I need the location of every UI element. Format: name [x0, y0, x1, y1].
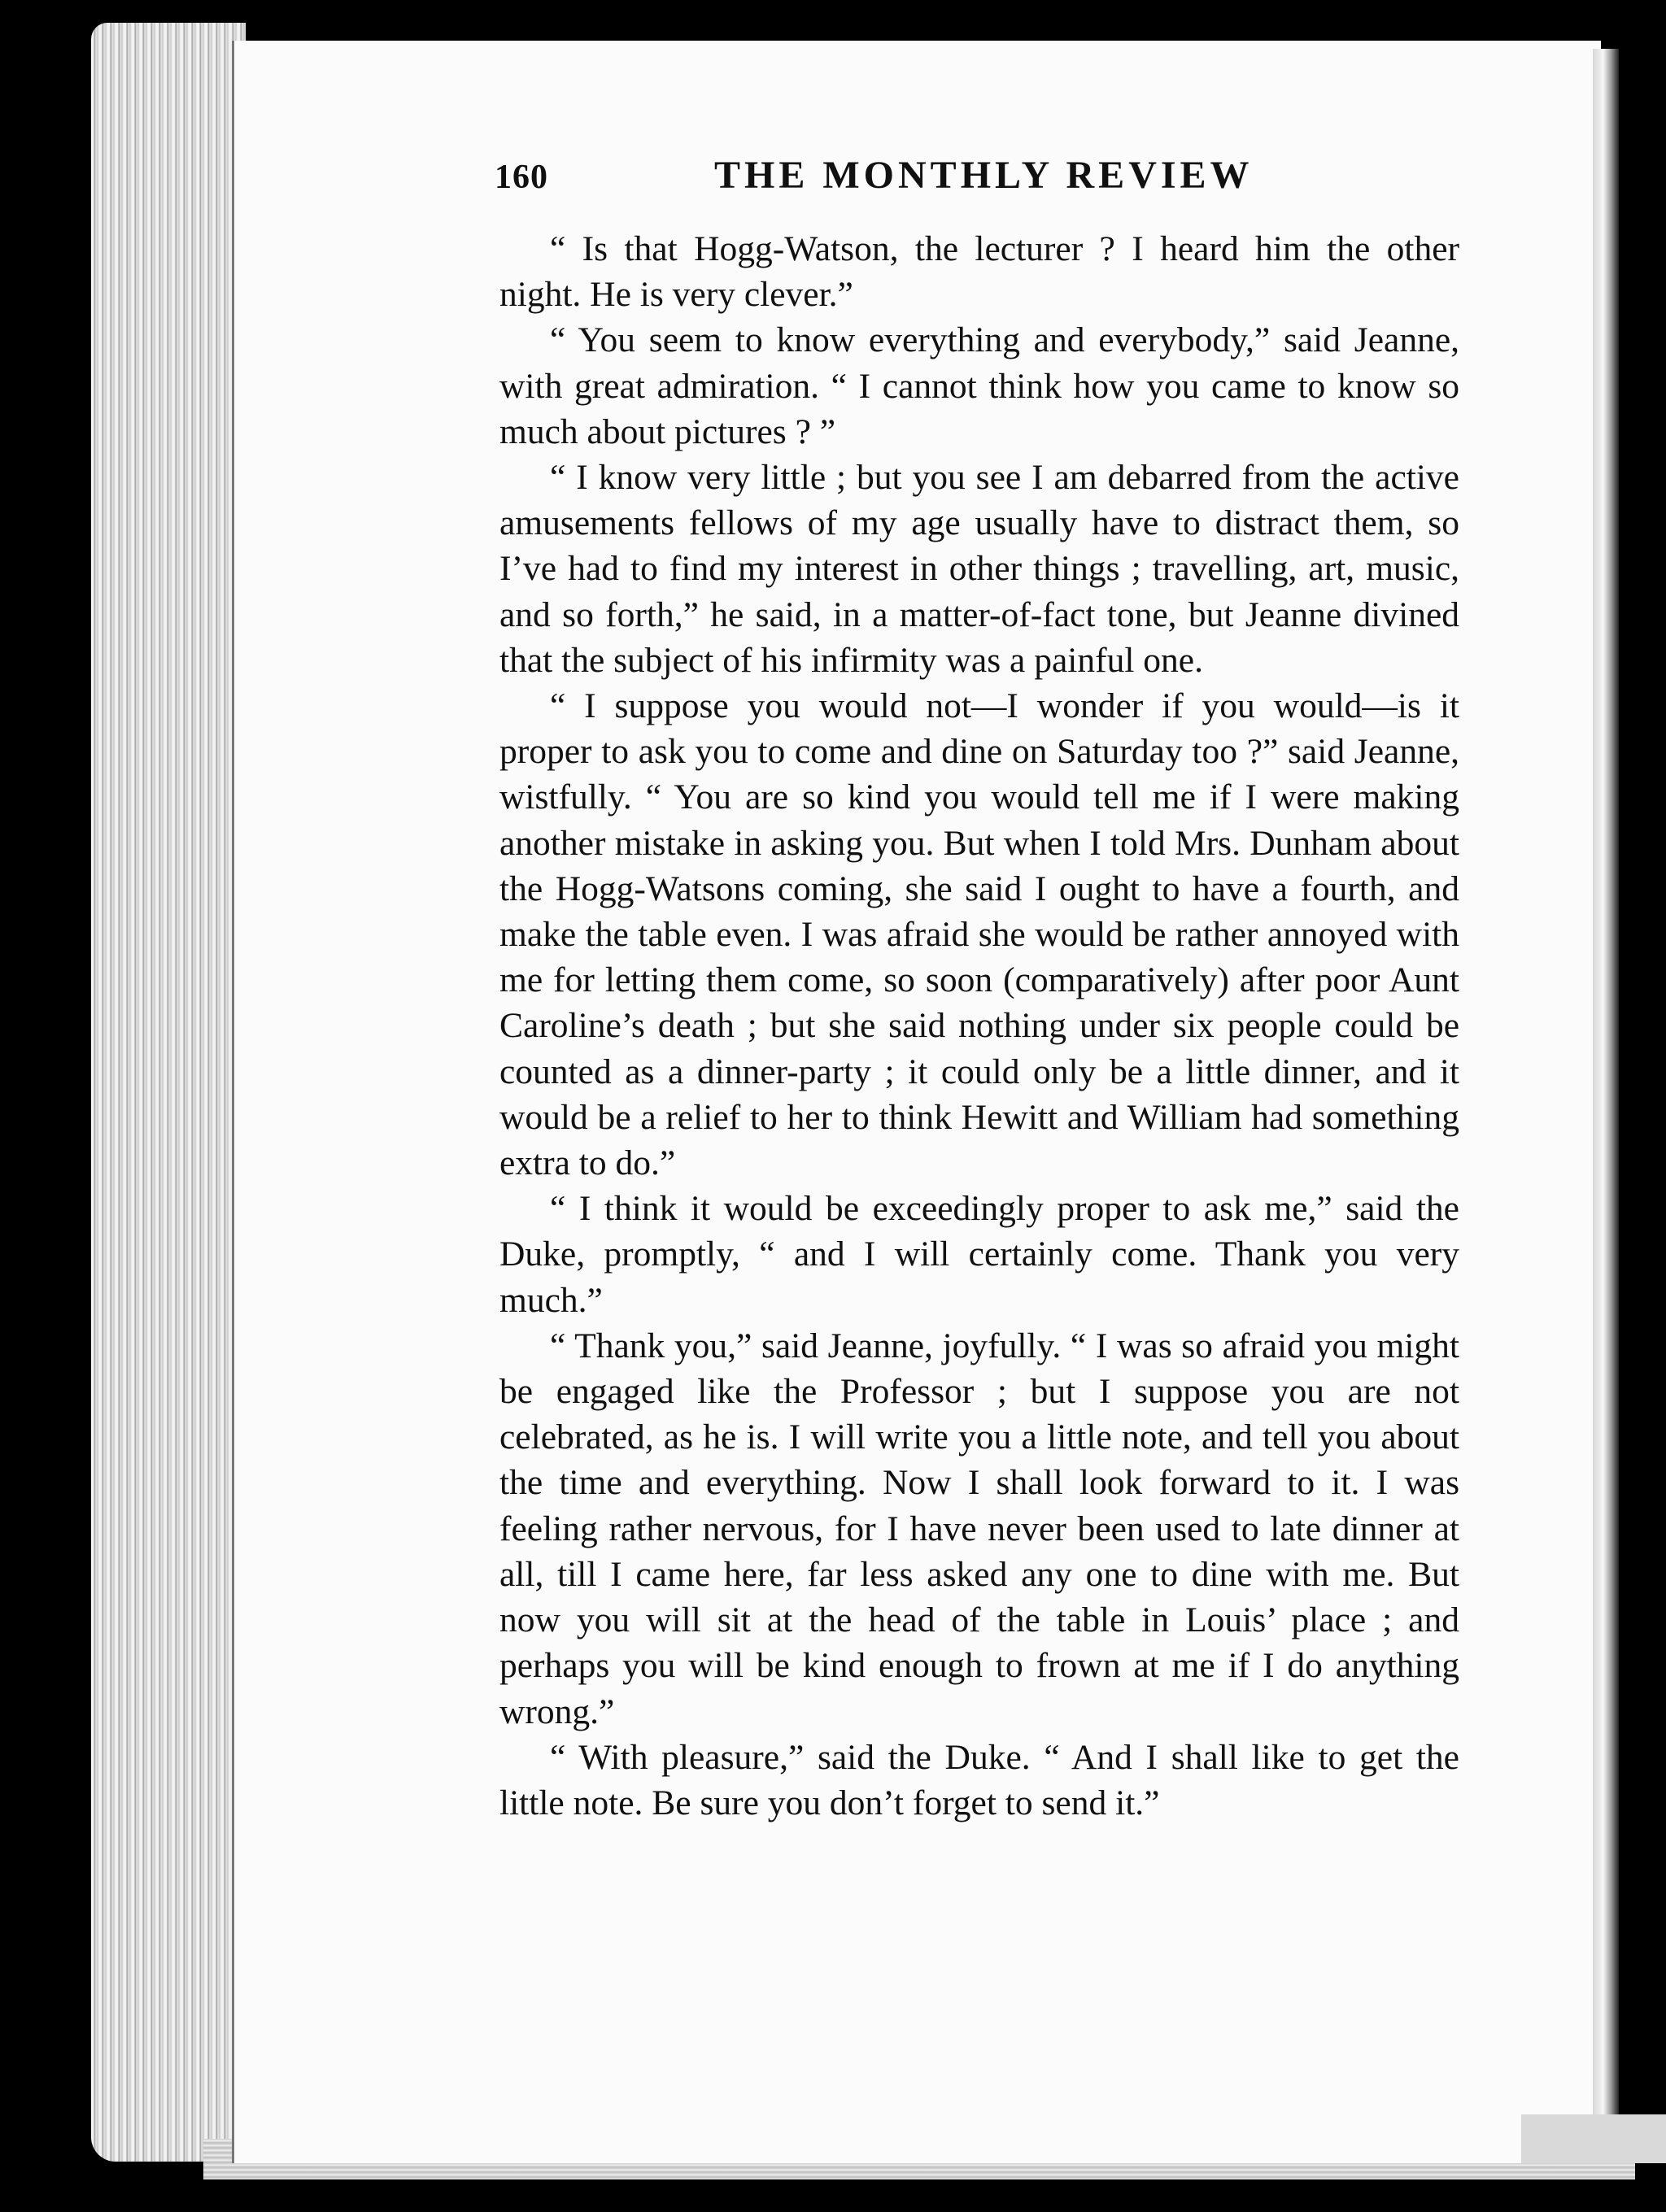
paragraph: “ I know very little ; but you see I am debarred from the active amusements fellows of my age usually have to distract them, so I’ve had to find my interest in other things ; travelling, art, music, and so forth,” he said, in a matter-of-fact tone, but Jeanne divined that the subject of his infirmity was a painful one.	[499, 458, 1459, 680]
paragraph: “ With pleasure,” said the Duke. “ And I shall like to get the little note. Be sure you don’t forget to send it.”	[499, 1737, 1459, 1822]
page-number: 160	[495, 159, 548, 196]
paragraph: “ I think it would be exceedingly proper to ask me,” said the Duke, promptly, “ and I will certainly come. Thank you very much.”	[499, 1189, 1459, 1320]
book-page-edges	[91, 23, 246, 2162]
book-corner	[1521, 2114, 1666, 2163]
book-gutter-shadow	[1593, 49, 1619, 2163]
paragraph: “ I suppose you would not—I wonder if you would—is it proper to ask you to come and dine on Saturday too ?” said Jeanne, wistfully. “ You are so kind you would tell me if I were making another mistake in asking you. But when I told Mrs. Dunham about the Hogg-Watsons coming, she said I ought to have a fourth, and make the table even. I was afraid she would be rather annoyed with me for letting them come, so soon (comparatively) after poor Aunt Caroline’s death ; but she said nothing under six people could be counted as a dinner-party ; it could only be a little dinner, and it would be a relief to her to think Hewitt and William had something extra to do.”	[499, 686, 1459, 1183]
paragraph: “ Thank you,” said Jeanne, joyfully. “ I was so afraid you might be engaged like the Professor ; but I suppose you are not celebrated, as he is. I will write you a little note, and tell you about the time and everything. Now I shall look forward to it. I was feeling rather nervous, for I have never been used to late dinner at all, till I came here, far less asked any one to dine with me. But now you will sit at the head of the table in Louis’ place ; and perhaps you will be kind enough to frown at me if I do anything wrong.”	[499, 1326, 1459, 1731]
running-head: THE MONTHLY REVIEW	[714, 154, 1254, 197]
paragraph: “ Is that Hogg-Watson, the lecturer ? I heard him the other night. He is very clever.”	[499, 229, 1459, 315]
body-text	[499, 226, 1459, 1826]
page-header	[495, 154, 1324, 215]
paragraph: “ You seem to know everything and everybody,” said Jeanne, with great admiration. “ I cannot think how you came to know so much about pictures ? ”	[499, 320, 1459, 451]
